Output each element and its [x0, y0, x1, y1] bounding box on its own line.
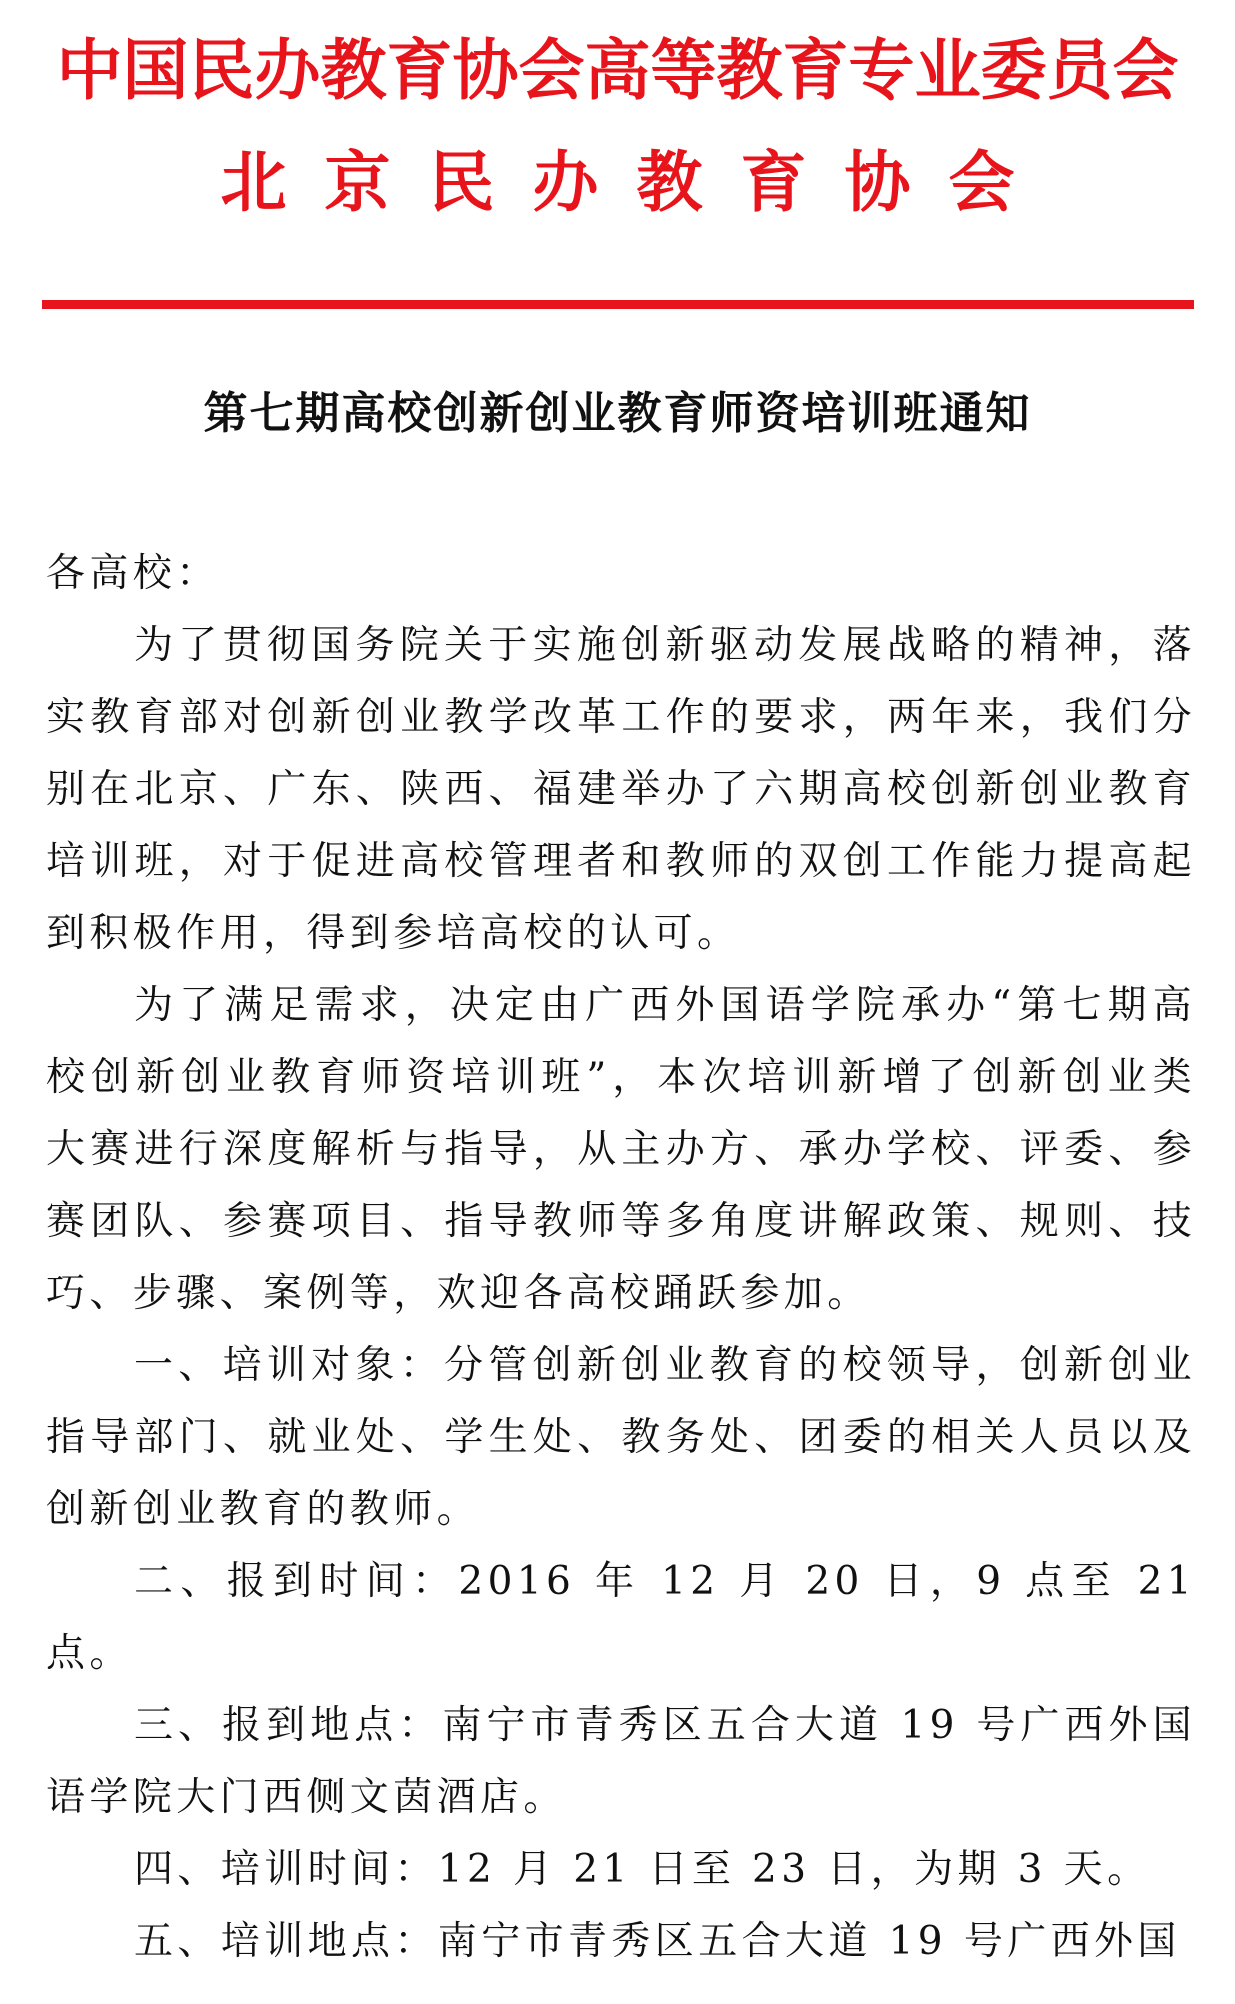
document-body — [46, 538, 1196, 1978]
issuer-name-primary: 中国民办教育协会高等教育专业委员会 — [56, 32, 1179, 109]
document-title: 第七期高校创新创业教育师资培训班通知 — [203, 388, 1032, 439]
paragraph-announcement: 为了满足需求，决定由广西外国语学院承办“第七期高校创新创业教育师资培训班”，本次培训新增了创新创业类大赛进行深度解析与指导，从主办方、承办学校、评委、参赛团队、参赛项目、指导教师等多角度讲解政策、规则、技巧、步骤、案例等，欢迎各高校踊跃参加。 — [46, 983, 1196, 1316]
paragraph-background: 为了贯彻国务院关于实施创新驱动发展战略的精神，落实教育部对创新创业教学改革工作的要求，两年来，我们分别在北京、广东、陕西、福建举办了六期高校创新创业教育培训班，对于促进高校管理者和教师的双创工作能力提高起到积极作用，得到参培高校的认可。 — [46, 623, 1196, 956]
paragraph-training-audience: 一、培训对象：分管创新创业教育的校领导，创新创业指导部门、就业处、学生处、教务处、团委的相关人员以及创新创业教育的教师。 — [46, 1343, 1196, 1532]
issuer-name-secondary: 北京民办教育协会 — [220, 144, 1053, 221]
paragraph-training-time: 四、培训时间：12 月 21 日至 23 日，为期 3 天。 — [134, 1847, 1151, 1892]
paragraph-registration-location: 三、报到地点：南宁市青秀区五合大道 19 号广西外国语学院大门西侧文茵酒店。 — [46, 1703, 1196, 1820]
red-header-rule — [42, 300, 1194, 309]
salutation: 各高校： — [46, 551, 220, 596]
paragraph-registration-time: 二、报到时间：2016 年 12 月 20 日，9 点至 21 点。 — [46, 1559, 1196, 1676]
paragraph-training-location: 五、培训地点：南宁市青秀区五合大道 19 号广西外国 — [134, 1919, 1181, 1964]
